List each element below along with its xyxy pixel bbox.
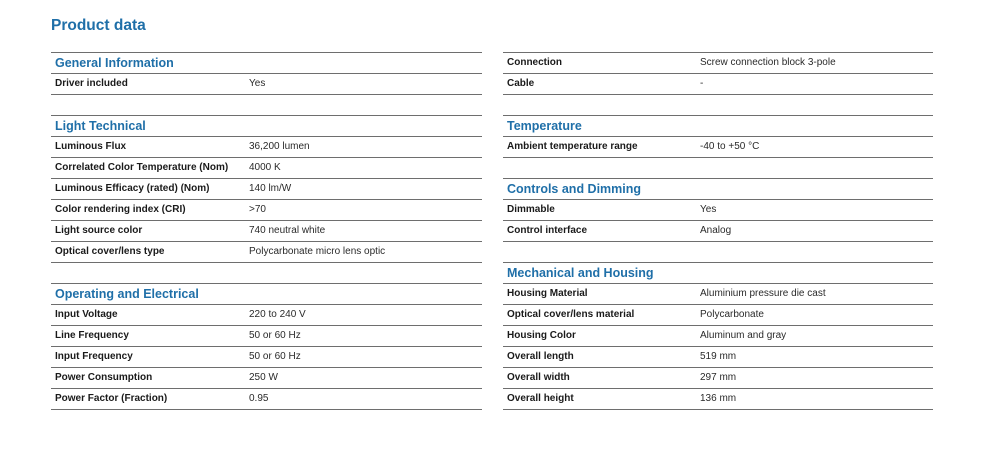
table-row — [51, 137, 482, 158]
row-value: Yes — [700, 204, 717, 215]
row-value: 136 mm — [700, 393, 737, 404]
table-row — [51, 389, 482, 410]
section-heading-mechanical-housing: Mechanical and Housing — [503, 262, 933, 284]
row-label: Connection — [507, 57, 562, 68]
table-row — [503, 305, 933, 326]
table-row — [51, 305, 482, 326]
row-label: Overall height — [507, 393, 574, 404]
row-label: Overall width — [507, 372, 570, 383]
table-row — [51, 74, 482, 95]
page-title: Product data — [51, 17, 146, 34]
row-value: 0.95 — [249, 393, 269, 404]
row-value: Polycarbonate micro lens optic — [249, 246, 386, 257]
row-label: Color rendering index (CRI) — [55, 204, 186, 215]
row-value: Aluminum and gray — [700, 330, 787, 341]
section-spacer — [51, 263, 482, 283]
table-row — [51, 200, 482, 221]
section-spacer — [51, 95, 482, 115]
row-label: Housing Material — [507, 288, 588, 299]
table-row — [51, 221, 482, 242]
row-value: Polycarbonate — [700, 309, 764, 320]
row-label: Luminous Flux — [55, 141, 127, 152]
row-label: Optical cover/lens material — [507, 309, 635, 320]
table-row — [503, 137, 933, 158]
section-heading-light-technical: Light Technical — [51, 115, 482, 137]
row-value: 50 or 60 Hz — [249, 330, 301, 341]
row-value: 50 or 60 Hz — [249, 351, 301, 362]
right-column — [503, 52, 933, 410]
table-row — [503, 389, 933, 410]
row-label: Dimmable — [507, 204, 555, 215]
row-label: Input Voltage — [55, 309, 118, 320]
table-row — [51, 179, 482, 200]
section-heading-temperature: Temperature — [503, 115, 933, 137]
row-value: 36,200 lumen — [249, 141, 310, 152]
row-value: Aluminium pressure die cast — [700, 288, 826, 299]
table-row — [503, 284, 933, 305]
row-value: 140 lm/W — [249, 183, 292, 194]
row-label: Light source color — [55, 225, 143, 236]
row-value: Analog — [700, 225, 732, 236]
section-spacer — [503, 95, 933, 115]
table-row — [503, 52, 933, 74]
row-label: Line Frequency — [55, 330, 129, 341]
row-value: -40 to +50 °C — [700, 141, 760, 152]
section-heading-operating-electrical: Operating and Electrical — [51, 283, 482, 305]
row-label: Overall length — [507, 351, 574, 362]
section-heading-general-information: General Information — [51, 52, 482, 74]
section-spacer — [503, 242, 933, 262]
table-row — [51, 242, 482, 263]
row-value: - — [700, 78, 704, 89]
row-label: Correlated Color Temperature (Nom) — [55, 162, 229, 173]
row-value: >70 — [249, 204, 266, 215]
row-value: 740 neutral white — [249, 225, 326, 236]
row-label: Ambient temperature range — [507, 141, 638, 152]
row-label: Housing Color — [507, 330, 576, 341]
table-row — [503, 326, 933, 347]
row-label: Input Frequency — [55, 351, 133, 362]
section-spacer — [503, 158, 933, 178]
row-label: Luminous Efficacy (rated) (Nom) — [55, 183, 210, 194]
row-label: Power Consumption — [55, 372, 153, 383]
table-row — [51, 326, 482, 347]
table-row — [51, 158, 482, 179]
row-value: 297 mm — [700, 372, 737, 383]
row-value: 250 W — [249, 372, 278, 383]
row-value: Screw connection block 3-pole — [700, 57, 836, 68]
row-label: Control interface — [507, 225, 588, 236]
row-label: Optical cover/lens type — [55, 246, 165, 257]
row-label: Power Factor (Fraction) — [55, 393, 168, 404]
table-row — [503, 221, 933, 242]
row-value: 519 mm — [700, 351, 737, 362]
table-row — [503, 347, 933, 368]
left-column — [51, 52, 482, 410]
row-value: 4000 K — [249, 162, 281, 173]
table-row — [51, 368, 482, 389]
section-heading-controls-dimming: Controls and Dimming — [503, 178, 933, 200]
table-row — [503, 368, 933, 389]
row-label: Driver included — [55, 78, 128, 89]
table-row — [503, 200, 933, 221]
row-value: 220 to 240 V — [249, 309, 306, 320]
row-value: Yes — [249, 78, 266, 89]
table-row — [503, 74, 933, 95]
row-label: Cable — [507, 78, 535, 89]
table-row — [51, 347, 482, 368]
